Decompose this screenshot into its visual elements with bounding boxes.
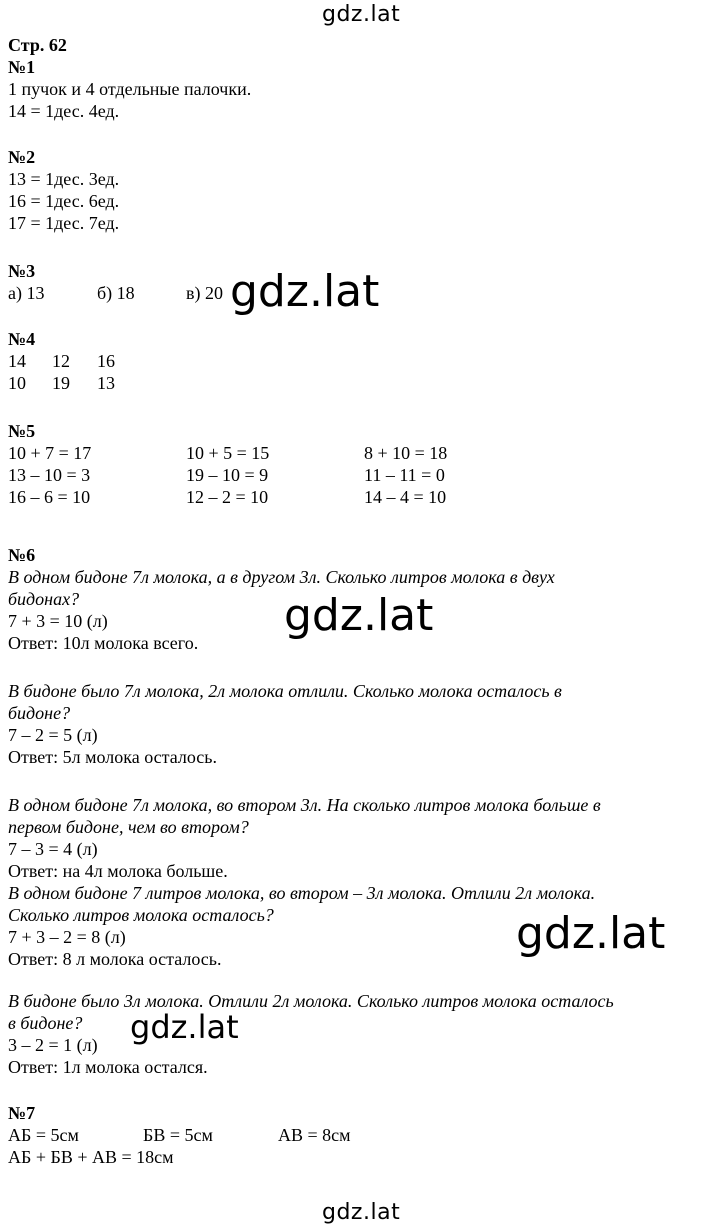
task6-question: первом бидоне, чем во втором? [8, 817, 249, 837]
task7-cell: БВ = 5см [143, 1125, 213, 1145]
watermark-mid: gdz.lat [516, 908, 666, 959]
task6-question: В бидоне было 7л молока, 2л молока отлили. Сколько молока осталось в [8, 681, 562, 701]
watermark-mid: gdz.lat [130, 1008, 239, 1046]
task7-cell: АБ = 5см [8, 1125, 79, 1145]
task6-equation: 7 + 3 = 10 (л) [8, 611, 108, 631]
task6-equation: 7 – 3 = 4 (л) [8, 839, 98, 859]
task6-title: №6 [8, 545, 36, 565]
task1-line: 1 пучок и 4 отдельные палочки. [8, 79, 252, 99]
task6-question: в бидоне? [8, 1013, 83, 1033]
task4-cell: 19 [52, 373, 70, 393]
task5-title: №5 [8, 421, 36, 441]
task7-cell: АВ = 8см [278, 1125, 351, 1145]
task1-line: 14 = 1дес. 4ед. [8, 101, 120, 121]
task6-equation: 7 – 2 = 5 (л) [8, 725, 98, 745]
task5-cell: 10 + 7 = 17 [8, 443, 92, 463]
watermark-top: gdz.lat [322, 2, 401, 27]
task4-title: №4 [8, 329, 36, 349]
task7-sum: АБ + БВ + АВ = 18см [8, 1147, 174, 1167]
task6-answer: Ответ: на 4л молока больше. [8, 861, 228, 881]
task3-item: а) 13 [8, 283, 45, 303]
task6-answer: Ответ: 1л молока остался. [8, 1057, 208, 1077]
task2-line: 16 = 1дес. 6ед. [8, 191, 120, 211]
task5-cell: 11 – 11 = 0 [364, 465, 445, 485]
task5-cell: 16 – 6 = 10 [8, 487, 91, 507]
task6-question: Сколько литров молока осталось? [8, 905, 274, 925]
task2-line: 17 = 1дес. 7ед. [8, 213, 120, 233]
task5-cell: 19 – 10 = 9 [186, 465, 269, 485]
task6-question: В одном бидоне 7 литров молока, во втором – 3л молока. Отлили 2л молока. [8, 883, 596, 903]
task3-title: №3 [8, 261, 36, 281]
task5-cell: 12 – 2 = 10 [186, 487, 269, 507]
task5-cell: 10 + 5 = 15 [186, 443, 270, 463]
task4-cell: 13 [97, 373, 115, 393]
task7-title: №7 [8, 1103, 36, 1123]
watermark-mid: gdz.lat [284, 590, 434, 641]
task2-title: №2 [8, 147, 36, 167]
task5-cell: 8 + 10 = 18 [364, 443, 448, 463]
task6-equation: 3 – 2 = 1 (л) [8, 1035, 98, 1055]
task6-answer: Ответ: 10л молока всего. [8, 633, 199, 653]
task4-cell: 16 [97, 351, 115, 371]
task4-cell: 12 [52, 351, 70, 371]
task5-cell: 13 – 10 = 3 [8, 465, 91, 485]
task3-item: б) 18 [97, 283, 135, 303]
page-title: Стр. 62 [8, 35, 67, 55]
task6-question: В одном бидоне 7л молока, а в другом 3л. Сколько литров молока в двух [8, 567, 555, 587]
task6-question: В одном бидоне 7л молока, во втором 3л. На сколько литров молока больше в [8, 795, 601, 815]
task4-cell: 14 [8, 351, 26, 371]
task2-line: 13 = 1дес. 3ед. [8, 169, 120, 189]
task6-question: бидоне? [8, 703, 71, 723]
task6-equation: 7 + 3 – 2 = 8 (л) [8, 927, 126, 947]
task6-question: бидонах? [8, 589, 80, 609]
task1-title: №1 [8, 57, 36, 77]
task5-cell: 14 – 4 = 10 [364, 487, 447, 507]
watermark-mid: gdz.lat [230, 266, 380, 317]
task6-answer: Ответ: 8 л молока осталось. [8, 949, 222, 969]
watermark-bottom: gdz.lat [322, 1200, 401, 1225]
task3-item: в) 20 [186, 283, 223, 303]
task6-question: В бидоне было 3л молока. Отлили 2л молока. Сколько литров молока осталось [8, 991, 614, 1011]
task6-answer: Ответ: 5л молока осталось. [8, 747, 217, 767]
task4-cell: 10 [8, 373, 26, 393]
